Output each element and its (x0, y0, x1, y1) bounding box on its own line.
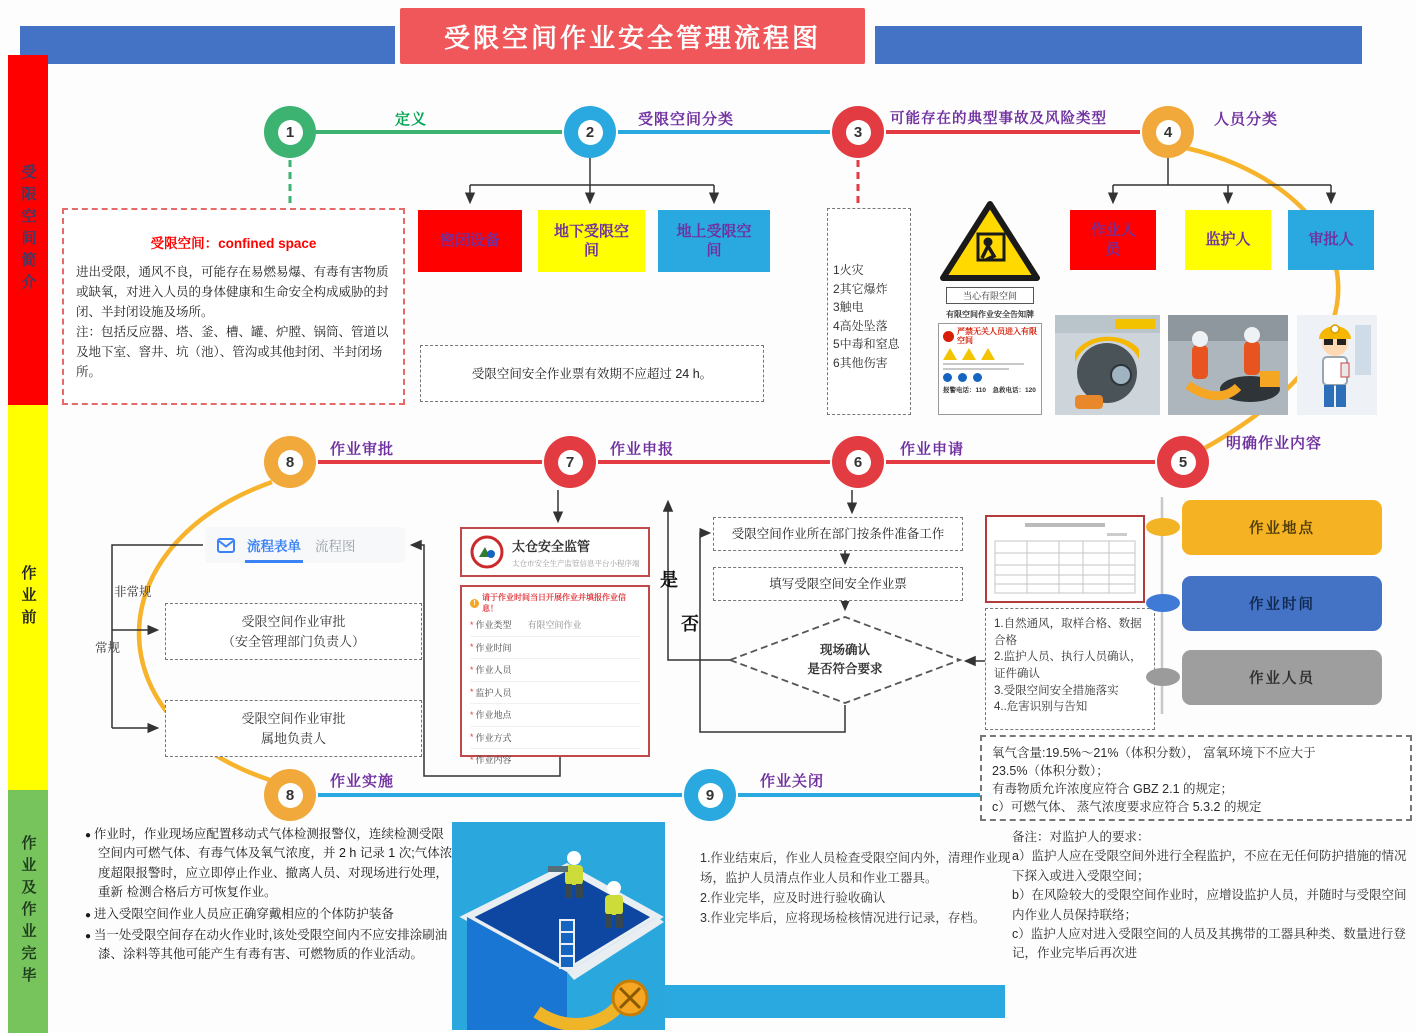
worker-illustration-supervisor (1297, 315, 1377, 415)
confined-space-scene-illustration (452, 822, 665, 1030)
closure-step-1: 1.作业结束后，作业人员检查受限空间内外，清理作业现场，监护人员清点作业人员和作业工器具。 (700, 851, 1011, 885)
header-bar-left (20, 26, 395, 64)
validity-note: 受限空间安全作业票有效期不应超过 24 h。 (420, 345, 764, 402)
step-circle-9 (684, 769, 736, 821)
step-label-3: 可能存在的典型事故及风险类型 (890, 111, 1107, 127)
branch-label-routine: 常规 (95, 641, 121, 655)
work-requirements-list (85, 825, 453, 967)
definition-title: 受限空间：confined space (150, 236, 317, 251)
notice-board-header: 严禁无关人员进入有限空间 (957, 327, 1037, 346)
step-number-4: 4 (1156, 120, 1181, 145)
callout-bullet-location (1146, 518, 1180, 536)
form-row-content[interactable]: * 作业内容 (470, 749, 640, 771)
callout-work-time: 作业时间 (1182, 576, 1382, 631)
confined-space-warning-icon (938, 198, 1042, 284)
space-type-underground: 地下受限空间 (538, 210, 645, 272)
work-bullet-2: ● 进入受限空间作业人员应正确穿戴相应的个体防护装备 (85, 905, 453, 924)
miniapp-form-card (460, 585, 650, 766)
step-number-5: 5 (1171, 450, 1196, 475)
field-label-method: 作业方式 (475, 732, 512, 743)
step-number-7: 7 (558, 450, 583, 475)
step-circle-8 (264, 436, 316, 488)
oxygen-line-1: 氧气含量:19.5%～21%（体积分数）， 富氧环境下不应大于 (992, 746, 1316, 760)
approval-box2-line1: 受限空间作业审批 (241, 711, 346, 726)
step-number-6: 6 (846, 450, 871, 475)
step-number-1: 1 (278, 120, 303, 145)
work-bullet-1: ● 作业时，作业现场应配置移动式气体检测报警仪，连续检测受限空间内可燃气体、有毒气体及氧气浓度，并 2 h 记录 1 次;气体浓度超限报警时，应立即停止作业、撤离人员、对现场进行处理，重新 检测合格后方可恢复作业。 (85, 825, 453, 903)
personnel-guardian: 监护人 (1185, 210, 1271, 270)
risk-item-electric: 3触电 (833, 300, 864, 315)
phase-band-after: 作业及作业完毕 (8, 790, 48, 1033)
step-circle-1 (264, 106, 316, 158)
checklist-item-4: 4..危害识别与告知 (994, 701, 1088, 714)
step-circle-4 (1142, 106, 1194, 158)
approval-box2-line2: 属地负责人 (260, 730, 326, 746)
field-label-type: 作业类型 (475, 620, 512, 631)
warning-caption: 当心有限空间 (946, 287, 1034, 304)
field-label-guardian: 监护人员 (475, 687, 512, 698)
step-number-2: 2 (578, 120, 603, 145)
step-circle-2 (564, 106, 616, 158)
decision-diamond (725, 612, 965, 708)
callout-bullet-time (1146, 594, 1180, 612)
approval-box1-line1: 受限空间作业审批 (241, 614, 346, 629)
oxygen-line-3: 有毒物质允许浓度应符合 GBZ 2.1 的规定； (992, 782, 1233, 797)
step-circle-3 (832, 106, 884, 158)
callout-work-location: 作业地点 (1182, 500, 1382, 555)
step-label-6: 作业申请 (900, 441, 965, 458)
notice-board-warning-triangles (943, 348, 1037, 360)
field-label-workers: 作业人员 (475, 665, 512, 676)
approval-box-safety-dept (165, 603, 422, 660)
page-title: 受限空间作业安全管理流程图 (400, 8, 865, 64)
approval-box1-line2: （安全管理部门负责人） (221, 633, 365, 649)
miniapp-subtitle: 太仓市安全生产监管信息平台小程序端 (512, 558, 640, 568)
field-label-time: 作业时间 (475, 642, 512, 653)
remarks-a: a）监护人应在受限空间外进行全程监护，不应在无任何防护措施的情况下探入或进入受限空间； (1012, 849, 1407, 883)
definition-body: 进出受限，通风不良，可能存在易燃易爆、有毒有害物质或缺氧，对进入人员的身体健康和生命安全构成威胁的封闭、半封闭设施及场所。 (76, 265, 389, 319)
space-type-enclosed-equipment: 密闭设备 (418, 210, 522, 272)
step-label-9: 作业关闭 (760, 773, 825, 790)
step-number-8: 8 (278, 450, 303, 475)
step-circle-5 (1157, 436, 1209, 488)
header-bar-right (875, 26, 1362, 64)
step-number-3: 3 (846, 120, 871, 145)
miniapp-name: 太仓安全监管 (512, 538, 591, 554)
risk-item-explosion: 2其它爆炸 (833, 281, 888, 296)
step-label-5: 明确作业内容 (1226, 435, 1323, 452)
step-label-4: 人员分类 (1214, 111, 1279, 128)
alert-icon (470, 599, 479, 608)
form-row-method[interactable]: * 作业方式 (470, 727, 640, 750)
no-entry-icon (943, 331, 954, 342)
decision-yes-label: 是 (660, 570, 678, 590)
branch-label-nonroutine: 非常规 (114, 585, 152, 599)
step-circle-7 (544, 436, 596, 488)
step-label-8b: 作业实施 (330, 773, 395, 790)
step-label-7: 作业申报 (610, 441, 675, 458)
permit-table-image (985, 515, 1145, 603)
personnel-approver: 审批人 (1288, 210, 1374, 270)
oxygen-requirement-box (980, 735, 1412, 821)
callout-bullet-personnel (1146, 668, 1180, 686)
checklist-item-1: 1.自然通风，取样合格、数据合格 (994, 618, 1142, 647)
worker-illustration-respirator (1055, 315, 1160, 415)
phase-band-before: 作业前 (8, 405, 48, 790)
oxygen-line-2: 23.5%（体积分数）； (992, 764, 1109, 779)
step-label-1: 定义 (395, 111, 428, 128)
closure-step-3: 3.作业完毕后，应将现场检核情况进行记录，存档。 (700, 911, 986, 925)
checklist-item-3: 3.受限空间安全措施落实 (994, 684, 1119, 697)
confirm-checklist-box (985, 608, 1155, 730)
definition-box (62, 208, 405, 405)
step-circle-8b (264, 769, 316, 821)
oxygen-line-4: c）可燃气体、 蒸气浓度要求应符合 5.3.2 的规定 (992, 800, 1262, 815)
form-row-guardian[interactable]: * 监护人员 (470, 682, 640, 705)
form-row-workers[interactable]: * 作业人员 (470, 659, 640, 682)
step-label-8: 作业审批 (330, 441, 395, 458)
decision-no-label: 否 (681, 614, 699, 634)
field-value-type: 有限空间作业 (527, 620, 582, 631)
phase-band-intro: 受限空间简介 (8, 55, 48, 405)
flow-box-fill-permit: 填写受限空间安全作业票 (713, 567, 963, 601)
step-label-2: 受限空间分类 (638, 111, 735, 128)
checklist-item-2: 2.监护人员、执行人员确认，证件确认 (994, 651, 1142, 681)
step-number-9: 9 (698, 783, 723, 808)
form-row-time[interactable]: * 作业时间 (470, 637, 640, 660)
risk-item-fire: 1火灾 (833, 263, 864, 277)
field-label-location: 作业地点 (475, 710, 512, 721)
callout-work-personnel: 作业人员 (1182, 650, 1382, 705)
closure-steps-text (700, 848, 1015, 928)
worker-illustration-manhole (1168, 315, 1288, 415)
form-icon (217, 538, 235, 553)
miniapp-logo (470, 535, 504, 569)
risk-item-fall: 4高处坠落 (833, 318, 888, 333)
tab-process-form[interactable]: 流程表单 (245, 527, 303, 563)
notice-board-mandatory-icons (943, 373, 1037, 382)
risk-item-other: 6其他伤害 (833, 355, 888, 370)
form-row-location[interactable]: * 作业地点 (470, 704, 640, 727)
remarks-b: b）在风险较大的受限空间作业时，应增设监护人员，并随时与受限空间内作业人员保持联络； (1012, 888, 1407, 922)
guardian-remarks (1012, 828, 1412, 1024)
definition-note: 注：包括反应器、塔、釜、槽、罐、炉膛、锅筒、管道以及地下室、窨井、坑（池）、管沟或其他封闭、半封闭场所。 (76, 325, 389, 379)
step-number-8b: 8 (278, 783, 303, 808)
miniapp-header-card (460, 527, 650, 577)
field-label-content: 作业内容 (475, 755, 512, 766)
approval-box-local-owner (165, 700, 422, 757)
miniapp-alert-text: 请于作业时间当日开展作业并填报作业信息！ (482, 593, 626, 613)
remarks-title: 备注：对监护人的要求： (1012, 830, 1150, 844)
closure-step-2: 2.作业完毕，应及时进行验收确认 (700, 891, 886, 905)
tab-process-diagram[interactable]: 流程图 (315, 539, 356, 554)
notice-board (938, 323, 1042, 415)
risk-list-box (827, 208, 911, 415)
notice-board-title: 有限空间作业安全告知牌 (946, 310, 1034, 319)
notice-board-footer: 报警电话：110 急救电话：120 (943, 387, 1036, 395)
process-tab-bar (205, 527, 405, 563)
space-type-aboveground: 地上受限空间 (658, 210, 770, 272)
decision-line1: 现场确认 (819, 643, 870, 658)
form-row-type[interactable]: * 作业类型 有限空间作业 (470, 614, 640, 637)
work-bullet-3: ● 当一处受限空间存在动火作业时,该处受限空间内不应安排涂刷油漆、涂料等其他可能产生有毒有害、可燃物质的作业活动。 (85, 926, 453, 965)
step-circle-6 (832, 436, 884, 488)
warning-sign-group (938, 198, 1042, 418)
decision-line2: 是否符合要求 (807, 662, 883, 676)
risk-item-poison: 5中毒和窒息 (833, 337, 900, 352)
personnel-worker: 作业人员 (1070, 210, 1156, 270)
remarks-c: c）监护人应对进入受限空间的人员及其携带的工器具种类、数量进行登记，作业完毕后再次进 (1012, 926, 1406, 961)
flow-box-prepare: 受限空间作业所在部门按条件准备工作 (713, 517, 963, 551)
